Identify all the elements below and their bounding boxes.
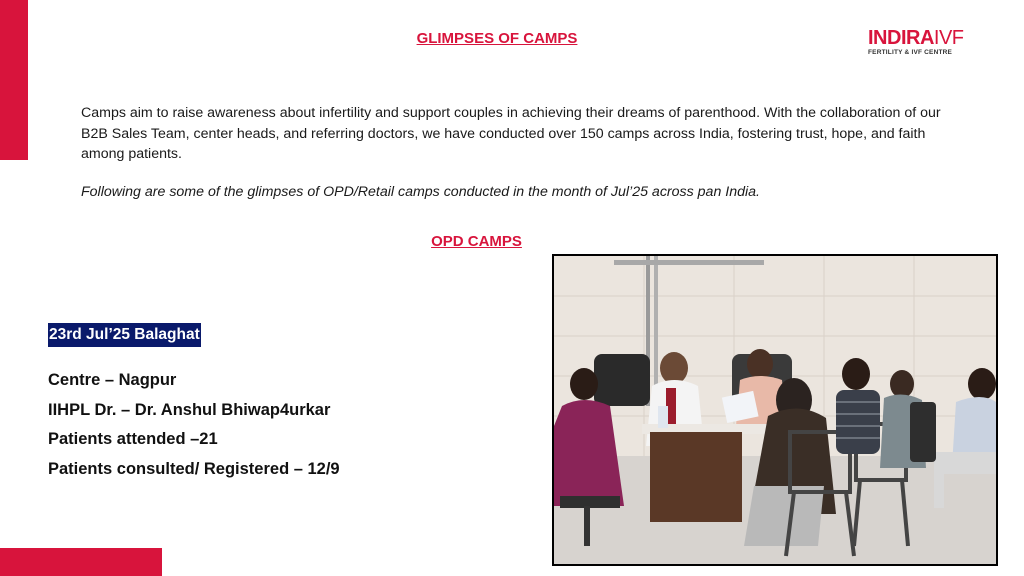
indira-ivf-logo <box>868 28 996 60</box>
logo-tagline: FERTILITY & IVF CENTRE <box>868 49 953 56</box>
logo-brand-right: IVF <box>933 27 964 49</box>
camp-date-tag: 23rd Jul’25 Balaghat <box>48 323 201 347</box>
logo-brand-left: INDIRA <box>868 27 934 49</box>
page-title: GLIMPSES OF CAMPS <box>416 30 578 47</box>
camp-photo-illustration <box>554 256 996 564</box>
camp-details <box>48 366 528 484</box>
camp-photo <box>552 254 998 566</box>
camp-patients-attended: Patients attended –21 <box>48 430 218 448</box>
intro-italic-line: Following are some of the glimpses of OPD/Retail camps conducted in the month of Jul’25 across pan India. <box>81 184 760 200</box>
camp-centre: Centre – Nagpur <box>48 371 177 389</box>
section-title-opd-camps: OPD CAMPS <box>431 233 522 250</box>
left-accent-bar <box>0 0 28 160</box>
camp-doctor: IIHPL Dr. – Dr. Anshul Bhiwap4urkar <box>48 400 331 419</box>
bottom-accent-bar <box>0 548 162 576</box>
logo-wordmark <box>868 28 996 48</box>
camp-patients-consulted: Patients consulted/ Registered – 12/9 <box>48 459 340 478</box>
intro-paragraph: Camps aim to raise awareness about infertility and support couples in achieving their dreams of parenthood. With the collaboration of our B2B Sales Team, center heads, and referring doctors, we have conducted over 150 camps across India, fostering trust, hope, and faith among patients. <box>81 105 941 162</box>
